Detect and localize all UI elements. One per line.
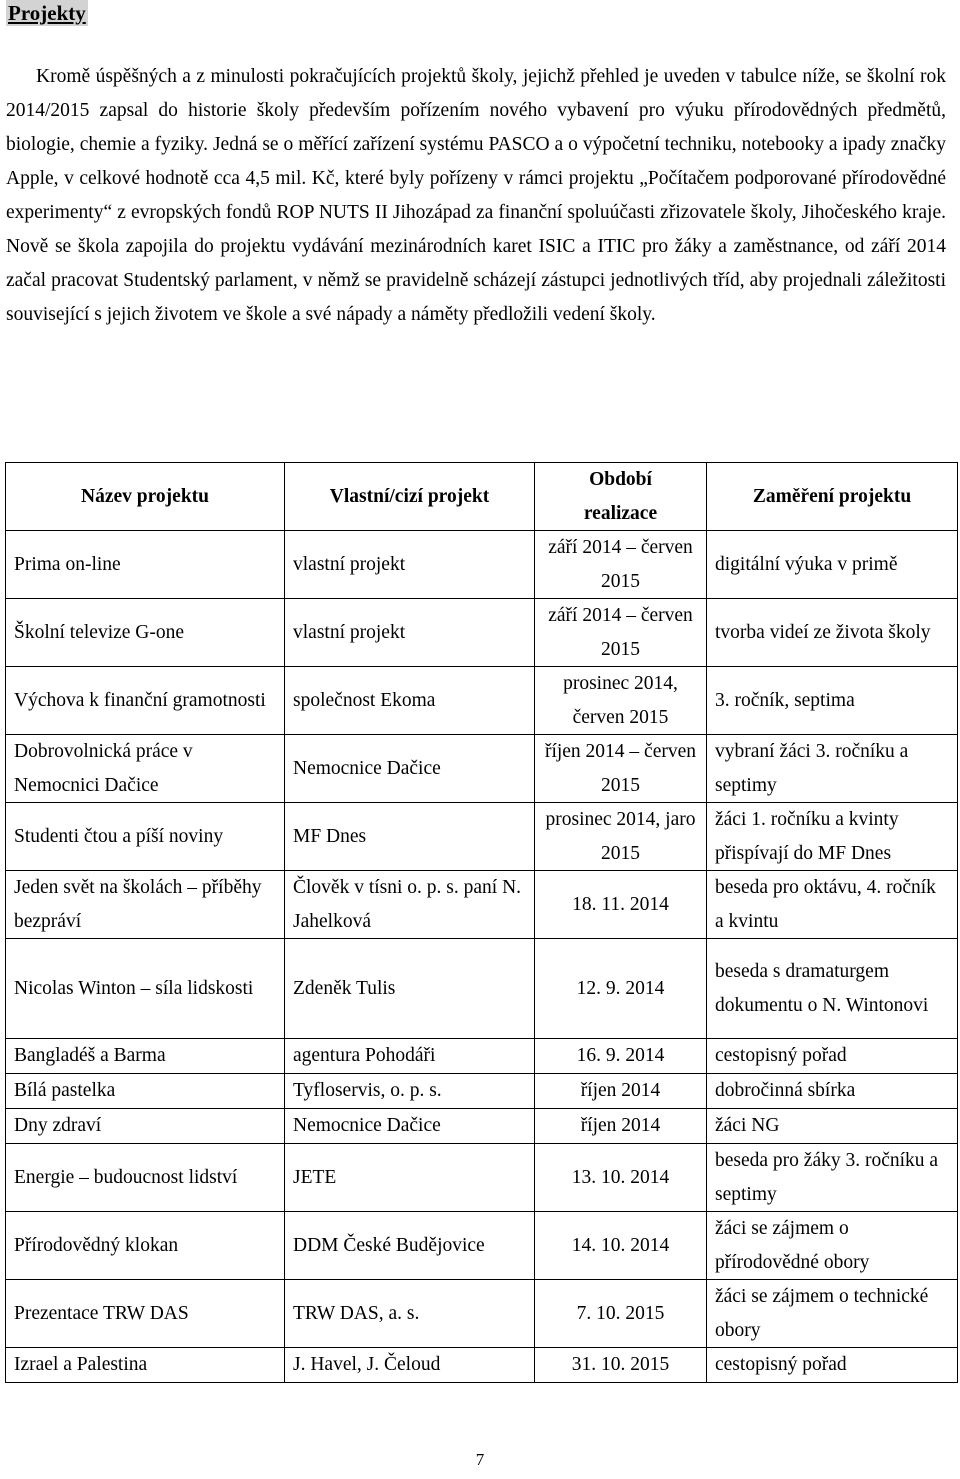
table-row: [6, 1109, 958, 1144]
table-row: [6, 1074, 958, 1109]
cell-period: 13. 10. 2014: [535, 1144, 707, 1212]
cell-focus: cestopisný pořad: [707, 1039, 958, 1074]
header-project-name: Název projektu: [6, 463, 285, 531]
cell-project-name: Bangladéš a Barma: [6, 1039, 285, 1074]
cell-period: prosinec 2014, červen 2015: [535, 667, 707, 735]
cell-own-external: TRW DAS, a. s.: [285, 1280, 535, 1348]
cell-own-external: Nemocnice Dačice: [285, 1109, 535, 1144]
cell-period: 16. 9. 2014: [535, 1039, 707, 1074]
cell-project-name: Studenti čtou a píší noviny: [6, 803, 285, 871]
table-row: [6, 531, 958, 599]
cell-project-name: Prezentace TRW DAS: [6, 1280, 285, 1348]
cell-own-external: vlastní projekt: [285, 599, 535, 667]
cell-focus: digitální výuka v primě: [707, 531, 958, 599]
table-row: [6, 1348, 958, 1383]
table-body: [6, 531, 958, 1383]
table-row: [6, 871, 958, 939]
cell-period: říjen 2014 – červen 2015: [535, 735, 707, 803]
cell-own-external: Tyfloservis, o. p. s.: [285, 1074, 535, 1109]
cell-own-external: DDM České Budějovice: [285, 1212, 535, 1280]
table-row: [6, 599, 958, 667]
cell-project-name: Jeden svět na školách – příběhy bezpráví: [6, 871, 285, 939]
page-number: 7: [475, 1450, 485, 1469]
cell-focus: žáci se zájmem o technické obory: [707, 1280, 958, 1348]
cell-project-name: Prima on-line: [6, 531, 285, 599]
cell-period: 7. 10. 2015: [535, 1280, 707, 1348]
cell-period: říjen 2014: [535, 1074, 707, 1109]
table-row: [6, 1212, 958, 1280]
cell-own-external: Nemocnice Dačice: [285, 735, 535, 803]
cell-focus: beseda s dramaturgem dokumentu o N. Wintonovi: [707, 939, 958, 1039]
table-row: [6, 803, 958, 871]
table-header-row: [6, 463, 958, 531]
cell-own-external: agentura Pohodáři: [285, 1039, 535, 1074]
cell-project-name: Nicolas Winton – síla lidskosti: [6, 939, 285, 1039]
cell-project-name: Izrael a Palestina: [6, 1348, 285, 1383]
cell-focus: 3. ročník, septima: [707, 667, 958, 735]
cell-project-name: Energie – budoucnost lidství: [6, 1144, 285, 1212]
cell-own-external: vlastní projekt: [285, 531, 535, 599]
header-focus: Zaměření projektu: [707, 463, 958, 531]
cell-period: 18. 11. 2014: [535, 871, 707, 939]
cell-period: září 2014 – červen 2015: [535, 599, 707, 667]
cell-focus: dobročinná sbírka: [707, 1074, 958, 1109]
cell-period: 14. 10. 2014: [535, 1212, 707, 1280]
page-heading: Projekty: [8, 1, 86, 25]
table-row: [6, 1280, 958, 1348]
cell-focus: cestopisný pořad: [707, 1348, 958, 1383]
cell-own-external: Člověk v tísni o. p. s. paní N. Jahelková: [285, 871, 535, 939]
cell-project-name: Bílá pastelka: [6, 1074, 285, 1109]
table-row: [6, 667, 958, 735]
table-row: [6, 939, 958, 1039]
cell-period: 31. 10. 2015: [535, 1348, 707, 1383]
cell-period: říjen 2014: [535, 1109, 707, 1144]
cell-focus: žáci NG: [707, 1109, 958, 1144]
header-period: Období realizace: [535, 463, 707, 531]
cell-project-name: Dobrovolnická práce v Nemocnici Dačice: [6, 735, 285, 803]
cell-project-name: Školní televize G-one: [6, 599, 285, 667]
cell-own-external: MF Dnes: [285, 803, 535, 871]
cell-focus: žáci se zájmem o přírodovědné obory: [707, 1212, 958, 1280]
cell-focus: žáci 1. ročníku a kvinty přispívají do MF Dnes: [707, 803, 958, 871]
table-row: [6, 1039, 958, 1074]
cell-period: prosinec 2014, jaro 2015: [535, 803, 707, 871]
cell-focus: beseda pro oktávu, 4. ročník a kvintu: [707, 871, 958, 939]
header-own-external: Vlastní/cizí projekt: [285, 463, 535, 531]
cell-own-external: společnost Ekoma: [285, 667, 535, 735]
cell-focus: tvorba videí ze života školy: [707, 599, 958, 667]
cell-own-external: J. Havel, J. Čeloud: [285, 1348, 535, 1383]
cell-focus: vybraní žáci 3. ročníku a septimy: [707, 735, 958, 803]
cell-own-external: Zdeněk Tulis: [285, 939, 535, 1039]
cell-project-name: Dny zdraví: [6, 1109, 285, 1144]
table-row: [6, 735, 958, 803]
cell-focus: beseda pro žáky 3. ročníku a septimy: [707, 1144, 958, 1212]
projects-table: [5, 462, 958, 1383]
cell-own-external: JETE: [285, 1144, 535, 1212]
intro-paragraph: [6, 60, 946, 332]
cell-period: září 2014 – červen 2015: [535, 531, 707, 599]
cell-period: 12. 9. 2014: [535, 939, 707, 1039]
table-row: [6, 1144, 958, 1212]
cell-project-name: Výchova k finanční gramotnosti: [6, 667, 285, 735]
cell-project-name: Přírodovědný klokan: [6, 1212, 285, 1280]
intro-paragraph-text: Kromě úspěšných a z minulosti pokračujících projektů školy, jejichž přehled je uveden v tabulce níže, se školní rok 2014/2015 zapsal do historie školy především pořízením nového vybavení pro výuku přírodovědných předmětů, biologie, chemie a fyziky. Jedná se o měřící zařízení systému PASCO a o výpočetní techniku, notebooky a ipady značky Apple, v celkové hodnotě cca 4,5 mil. Kč, které byly pořízeny v rámci projektu „Počítačem podporované přírodovědné experimenty“ z evropských fondů ROP NUTS II Jihozápad za finanční spoluúčasti zřizovatele školy, Jihočeského kraje. Nově se škola zapojila do projektu vydávání mezinárodních karet ISIC a ITIC pro žáky a zaměstnance, od září 2014 začal pracovat Studentský parlament, v němž se pravidelně scházejí zástupci jednotlivých tříd, aby projednali záležitosti související s jejich životem ve škole a své nápady a náměty předložili vedení školy.: [6, 66, 946, 325]
